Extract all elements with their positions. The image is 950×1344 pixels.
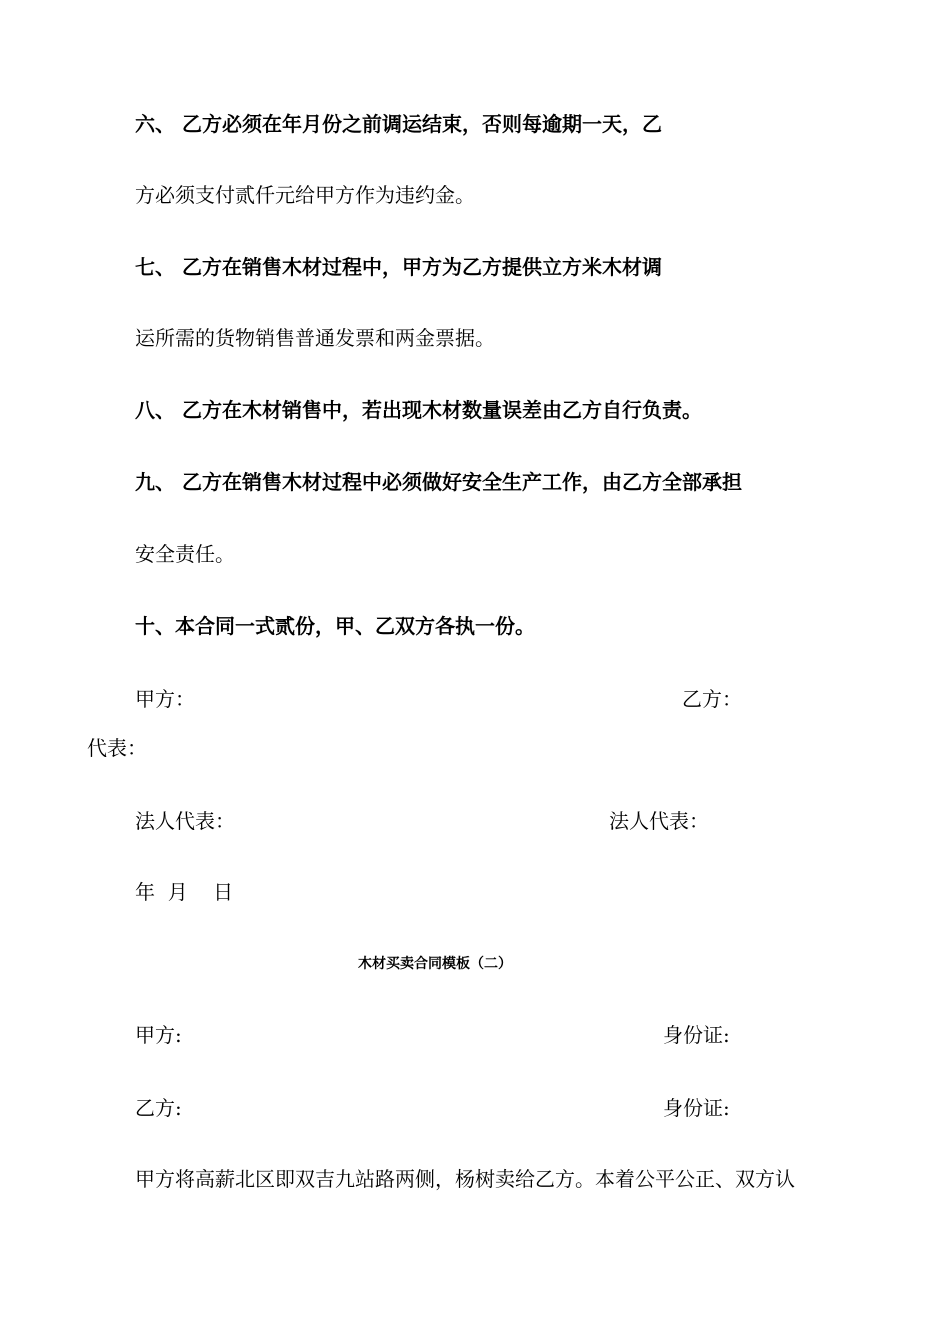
clause-9-line-1: 九、 乙方在销售木材过程中必须做好安全生产工作，由乙方全部承担 [135,470,742,494]
clause-8: 八、 乙方在木材销售中，若出现木材数量误差由乙方自行负责。 [135,398,702,422]
signature-date: 年 月 日 [135,880,234,904]
signature-representative: 代表： [87,736,147,760]
legal-rep-party-b: 法人代表： [609,809,709,833]
clause-9-line-2: 安全责任。 [135,542,235,566]
clause-7-line-2: 运所需的货物销售普通发票和两金票据。 [135,326,495,350]
signature-party-a: 甲方： [135,687,195,711]
contract-two-party-b: 乙方: [135,1096,182,1120]
legal-rep-party-a: 法人代表： [135,809,235,833]
contract-two-party-a: 甲方: [135,1023,182,1047]
clause-7-line-1: 七、 乙方在销售木材过程中，甲方为乙方提供立方米木材调 [135,255,662,279]
contract-two-body-line-1: 甲方将高薪北区即双吉九站路两侧，杨树卖给乙方。本着公平公正、双方认 [135,1167,795,1191]
clause-6-line-1: 六、 乙方必须在年月份之前调运结束，否则每逾期一天，乙 [135,112,662,136]
contract-two-party-a-id: 身份证: [663,1023,730,1047]
contract-two-title: 木材买卖合同模板（二） [358,956,512,972]
clause-6-line-2: 方必须支付贰仟元给甲方作为违约金。 [135,183,475,207]
contract-two-party-b-id: 身份证: [663,1096,730,1120]
signature-party-b: 乙方： [682,687,742,711]
clause-10: 十、本合同一式贰份，甲、乙双方各执一份。 [135,614,535,638]
